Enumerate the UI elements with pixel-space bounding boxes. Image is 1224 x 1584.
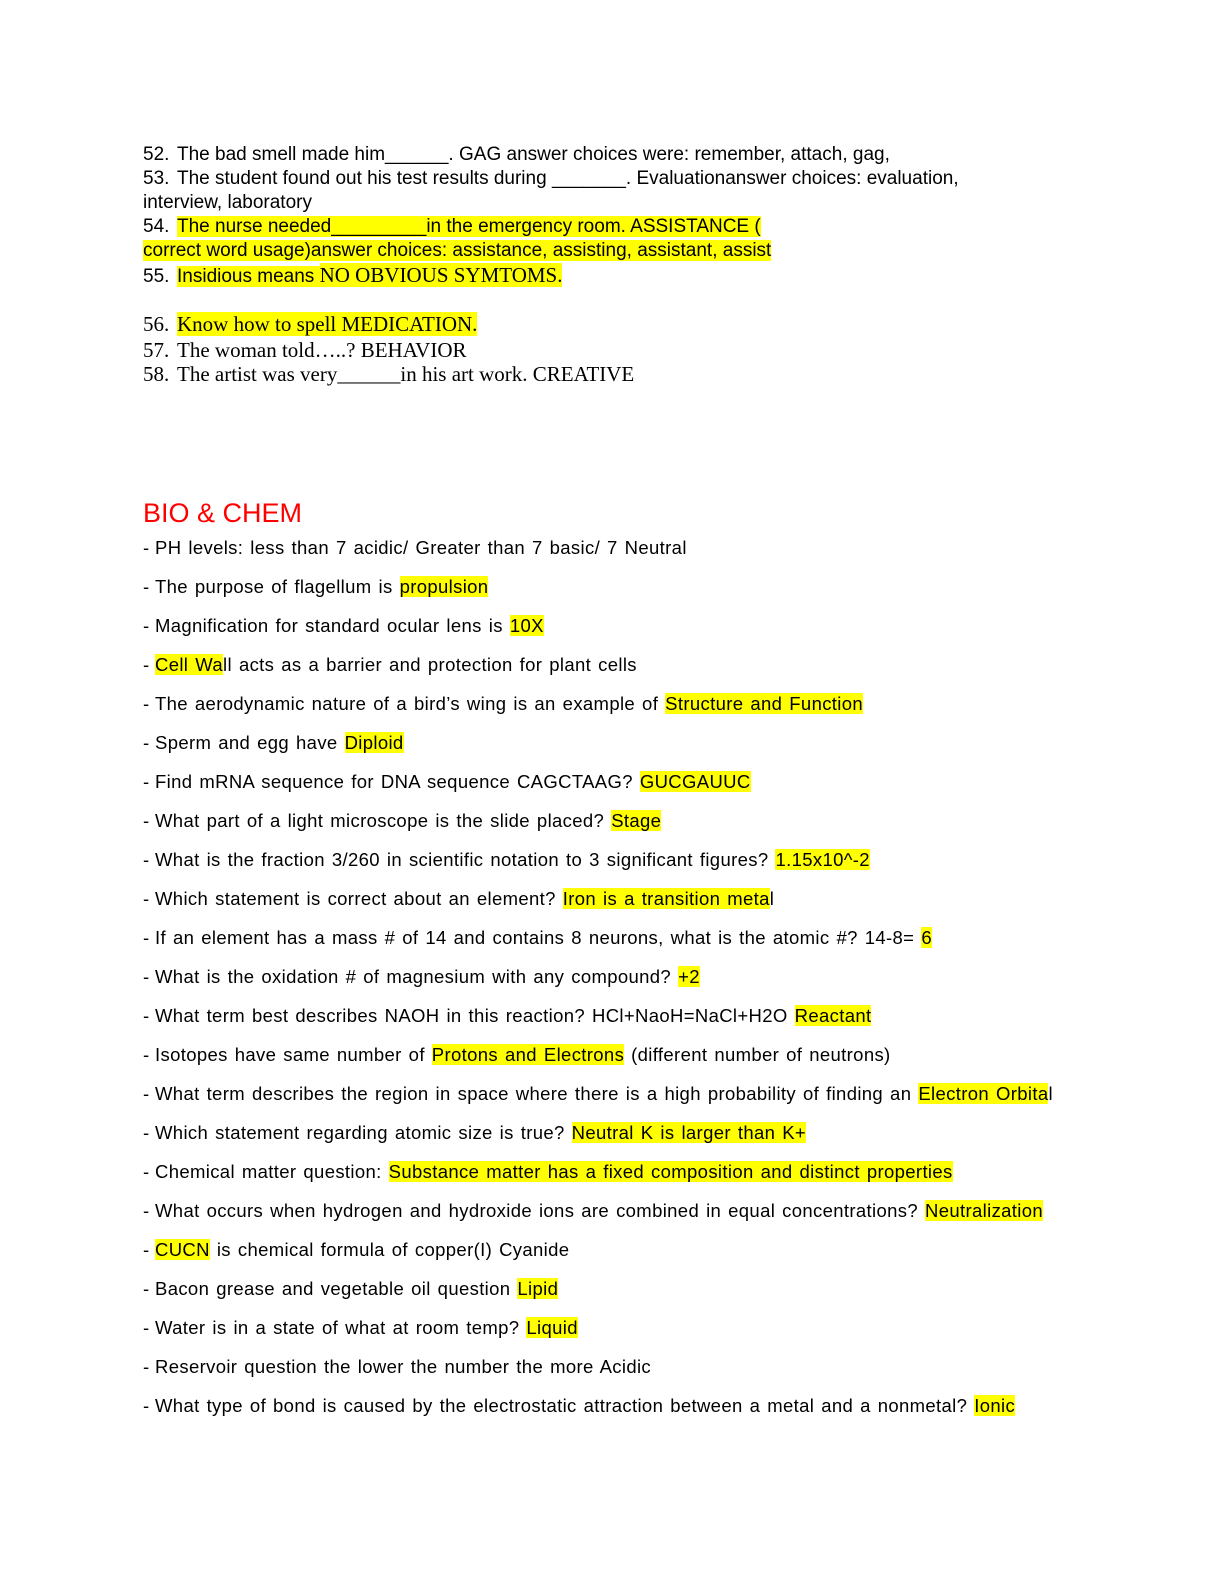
highlighted-answer: 1.15x10^-2 <box>775 849 870 870</box>
list-item-text <box>155 927 1073 949</box>
item-text: PH levels: less than 7 acidic/ Greater than 7 basic/ 7 Neutral <box>155 537 687 558</box>
list-item <box>143 771 1073 793</box>
item-text: What type of bond is caused by the electrostatic attraction between a metal and a nonmetal? <box>155 1395 975 1416</box>
list-item <box>143 810 1073 832</box>
highlighted-answer: Ionic <box>974 1395 1016 1416</box>
item-text: What is the oxidation # of magnesium with any compound? <box>155 966 679 987</box>
bullet-dash: - <box>143 1395 150 1416</box>
item-text: What term describes the region in space where there is a high probability of finding an <box>155 1083 919 1104</box>
list-item <box>143 576 1073 598</box>
bullet-dash: - <box>143 615 150 636</box>
list-item-text <box>155 1161 1073 1183</box>
list-item <box>143 1356 1073 1378</box>
list-item <box>143 966 1073 988</box>
list-item <box>143 1161 1073 1183</box>
item-text: Bacon grease and vegetable oil question <box>155 1278 518 1299</box>
list-item <box>143 1005 1073 1027</box>
bullet-dash: - <box>143 927 150 948</box>
question-57 <box>143 338 467 362</box>
bullet-dash: - <box>143 966 150 987</box>
list-item <box>143 1239 1073 1261</box>
item-text: Reservoir question the lower the number the more Acidic <box>155 1356 652 1377</box>
list-item-text <box>155 1239 1073 1261</box>
list-item <box>143 537 1073 559</box>
question-answer: NO OBVIOUS SYMTOMS. <box>319 263 563 287</box>
item-text: If an element has a mass # of 14 and contains 8 neurons, what is the atomic #? 14-8= <box>155 927 922 948</box>
list-item-text <box>155 1005 1073 1027</box>
highlighted-answer: Lipid <box>517 1278 559 1299</box>
highlighted-answer: Neutralization <box>925 1200 1044 1221</box>
highlighted-answer: Electron Orbita <box>918 1083 1049 1104</box>
highlighted-answer: 10X <box>509 615 544 636</box>
item-text: Isotopes have same number of <box>155 1044 432 1065</box>
question-54 <box>143 215 761 239</box>
question-text: Insidious means <box>177 266 320 287</box>
list-item-text <box>155 810 1073 832</box>
item-text: Magnification for standard ocular lens is <box>155 615 510 636</box>
item-text: The aerodynamic nature of a bird’s wing is an example of <box>155 693 666 714</box>
item-text: The purpose of flagellum is <box>155 576 400 597</box>
list-item <box>143 1278 1073 1300</box>
question-number: 57. <box>143 338 170 362</box>
bullet-dash: - <box>143 537 150 558</box>
list-item-text <box>155 966 1073 988</box>
highlighted-answer: propulsion <box>399 576 489 597</box>
bullet-dash: - <box>143 693 150 714</box>
highlighted-answer: CUCN <box>155 1239 210 1260</box>
list-item-text <box>155 1083 1073 1105</box>
list-item-text <box>155 654 1073 676</box>
list-item-text <box>155 615 1073 637</box>
highlighted-answer: +2 <box>678 966 700 987</box>
list-item <box>143 888 1073 910</box>
list-item <box>143 1200 1073 1222</box>
question-number: 52. <box>143 144 170 165</box>
item-text: l <box>1048 1083 1053 1104</box>
list-item-text <box>155 1200 1073 1222</box>
bullet-dash: - <box>143 1122 150 1143</box>
bullet-dash: - <box>143 1278 150 1299</box>
list-item <box>143 615 1073 637</box>
question-53 <box>143 167 959 191</box>
section-heading: BIO & CHEM <box>143 498 303 528</box>
question-number: 58. <box>143 362 170 386</box>
item-text: l <box>769 888 775 909</box>
highlighted-answer: Protons and Electrons <box>431 1044 625 1065</box>
list-item <box>143 732 1073 754</box>
bullet-dash: - <box>143 849 150 870</box>
question-text: The woman told…..? BEHAVIOR <box>177 338 467 362</box>
item-text: is chemical formula of copper(I) Cyanide <box>209 1239 570 1260</box>
question-52 <box>143 143 890 167</box>
list-item <box>143 1317 1073 1339</box>
question-text: The student found out his test results during _______. Evaluationanswer choices: evaluation, <box>177 168 959 189</box>
question-number: 53. <box>143 168 170 189</box>
list-item <box>143 693 1073 715</box>
item-text: Chemical matter question: <box>155 1161 389 1182</box>
list-item-text <box>155 1395 1073 1417</box>
item-text: What occurs when hydrogen and hydroxide ions are combined in equal concentrations? <box>155 1200 926 1221</box>
question-text: Know how to spell MEDICATION. <box>177 312 478 336</box>
highlighted-answer: GUCGAUUC <box>639 771 751 792</box>
bullet-dash: - <box>143 1356 150 1377</box>
bullet-dash: - <box>143 888 150 909</box>
bullet-dash: - <box>143 1005 150 1026</box>
question-number: 55. <box>143 266 170 287</box>
bullet-dash: - <box>143 1239 150 1260</box>
question-text-continued: interview, laboratory <box>143 192 312 213</box>
item-text: What is the fraction 3/260 in scientific notation to 3 significant figures? <box>155 849 776 870</box>
item-text: (different number of neutrons) <box>624 1044 891 1065</box>
question-54-continued <box>143 239 771 263</box>
list-item-text <box>155 732 1073 754</box>
bullet-dash: - <box>143 1317 150 1338</box>
list-item-text <box>155 576 1073 598</box>
highlighted-answer: 6 <box>921 927 932 948</box>
list-item <box>143 927 1073 949</box>
list-item <box>143 849 1073 871</box>
question-text: The artist was very______in his art work. CREATIVE <box>177 362 635 386</box>
bullet-dash: - <box>143 1200 150 1221</box>
bullet-dash: - <box>143 732 150 753</box>
bio-chem-list <box>143 537 1073 1434</box>
bullet-dash: - <box>143 1161 150 1182</box>
list-item-text <box>155 537 1073 559</box>
question-58 <box>143 362 634 386</box>
question-text: The nurse needed_________in the emergency room. ASSISTANCE ( <box>177 216 761 237</box>
highlighted-answer: Liquid <box>526 1317 578 1338</box>
question-text: The bad smell made him______. GAG answer choices were: remember, attach, gag, <box>177 144 890 165</box>
question-56 <box>143 312 477 336</box>
list-item <box>143 1083 1073 1105</box>
bullet-dash: - <box>143 654 150 675</box>
list-item-text <box>155 1044 1073 1066</box>
list-item-text <box>155 1278 1073 1300</box>
question-text-continued: correct word usage)answer choices: assistance, assisting, assistant, assist <box>143 240 772 261</box>
list-item-text <box>155 1356 1073 1378</box>
item-text: ll acts as a barrier and protection for plant cells <box>223 654 637 675</box>
list-item-text <box>155 1317 1073 1339</box>
list-item <box>143 654 1073 676</box>
list-item <box>143 1395 1073 1417</box>
list-item-text <box>155 888 1073 910</box>
question-number: 54. <box>143 216 170 237</box>
bullet-dash: - <box>143 771 150 792</box>
list-item <box>143 1122 1073 1144</box>
highlighted-answer: Diploid <box>344 732 404 753</box>
bullet-dash: - <box>143 1044 150 1065</box>
list-item-text <box>155 849 1073 871</box>
list-item-text <box>155 693 1073 715</box>
highlighted-answer: Reactant <box>794 1005 872 1026</box>
question-number: 56. <box>143 312 170 336</box>
item-text: What part of a light microscope is the slide placed? <box>155 810 612 831</box>
item-text: Which statement regarding atomic size is true? <box>155 1122 572 1143</box>
item-text: Sperm and egg have <box>155 732 345 753</box>
bullet-dash: - <box>143 1083 150 1104</box>
highlighted-answer: Iron is a transition meta <box>562 888 770 909</box>
item-text: What term best describes NAOH in this reaction? HCl+NaoH=NaCl+H2O <box>155 1005 795 1026</box>
highlighted-answer: Structure and Function <box>665 693 864 714</box>
question-55 <box>143 263 562 289</box>
highlighted-answer: Neutral K is larger than K+ <box>571 1122 807 1143</box>
highlighted-answer: Stage <box>611 810 662 831</box>
list-item <box>143 1044 1073 1066</box>
item-text: Water is in a state of what at room temp? <box>155 1317 527 1338</box>
item-text: Which statement is correct about an element? <box>155 888 563 909</box>
highlighted-answer: Substance matter has a fixed composition and distinct properties <box>388 1161 953 1182</box>
item-text: Find mRNA sequence for DNA sequence CAGCTAAG? <box>155 771 640 792</box>
list-item-text <box>155 1122 1073 1144</box>
bullet-dash: - <box>143 576 150 597</box>
question-53-continued <box>143 191 312 215</box>
list-item-text <box>155 771 1073 793</box>
bullet-dash: - <box>143 810 150 831</box>
highlighted-answer: Cell Wa <box>155 654 224 675</box>
